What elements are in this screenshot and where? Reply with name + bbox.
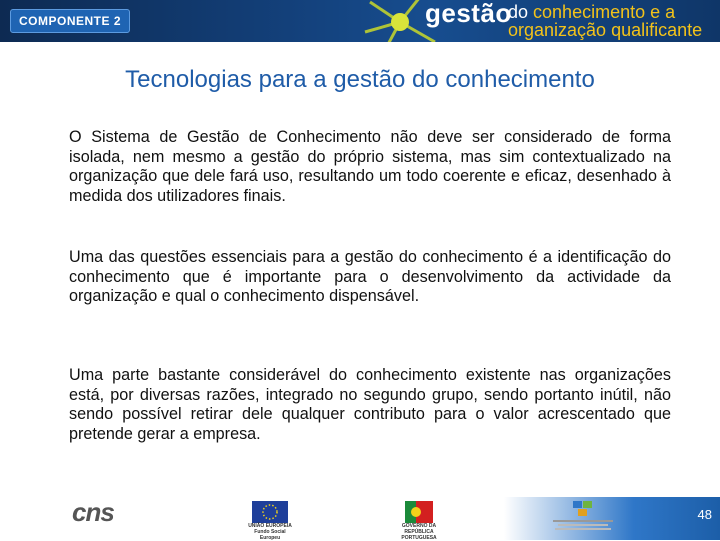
- brand-line2: organização qualificante: [508, 20, 703, 40]
- gov-logo: [388, 501, 450, 541]
- brand-main: gestão: [425, 0, 512, 28]
- page-number: 48: [697, 507, 712, 522]
- gov-caption: GOVERNO DA: [401, 523, 437, 529]
- page-title: Tecnologias para a gestão do conhecimento: [125, 66, 595, 93]
- footer: [0, 497, 720, 540]
- portugal-flag-icon: [405, 501, 433, 523]
- cns-logo: [72, 497, 114, 528]
- cns-logo-text: cns: [72, 497, 114, 527]
- eu-subcaption: Fundo Social Europeu: [254, 529, 286, 541]
- eu-caption: UNIÃO EUROPEIA: [248, 523, 292, 529]
- header-banner: [0, 0, 720, 42]
- component-badge: COMPONENTE 2: [10, 9, 130, 33]
- paragraph-1: O Sistema de Gestão de Conhecimento não deve ser considerado de forma isolada, nem mesmo a gestão do próprio sistema, mas sim contextualizado na organização que dele fará uso, resultando um todo coerente e eficaz, desenhado à medida dos utilizadores finais.: [69, 128, 671, 205]
- gov-subcaption: REPÚBLICA PORTUGUESA: [401, 529, 437, 541]
- brand-line1-prefix: do: [508, 2, 534, 22]
- agency-logo: [548, 499, 618, 530]
- paragraph-2: Uma das questões essenciais para a gestão do conhecimento é a identificação do conhecimento que é importante para o desenvolvimento da actividade da organização e qual o conhecimento dispensável.: [69, 248, 671, 305]
- brand-line1-accent: conhecimento e a: [533, 2, 676, 22]
- agency-emblem-icon: [571, 499, 595, 517]
- paragraph-3: Uma parte bastante considerável do conhecimento existente nas organizações está, por diversas razões, integrado no segundo grupo, sendo portanto inútil, não sendo possível retirar dele qualquer contributo para o valor acrescentado que pretende gerar a empresa.: [69, 366, 671, 443]
- eu-logo: [245, 501, 295, 541]
- eu-flag-icon: [252, 501, 288, 523]
